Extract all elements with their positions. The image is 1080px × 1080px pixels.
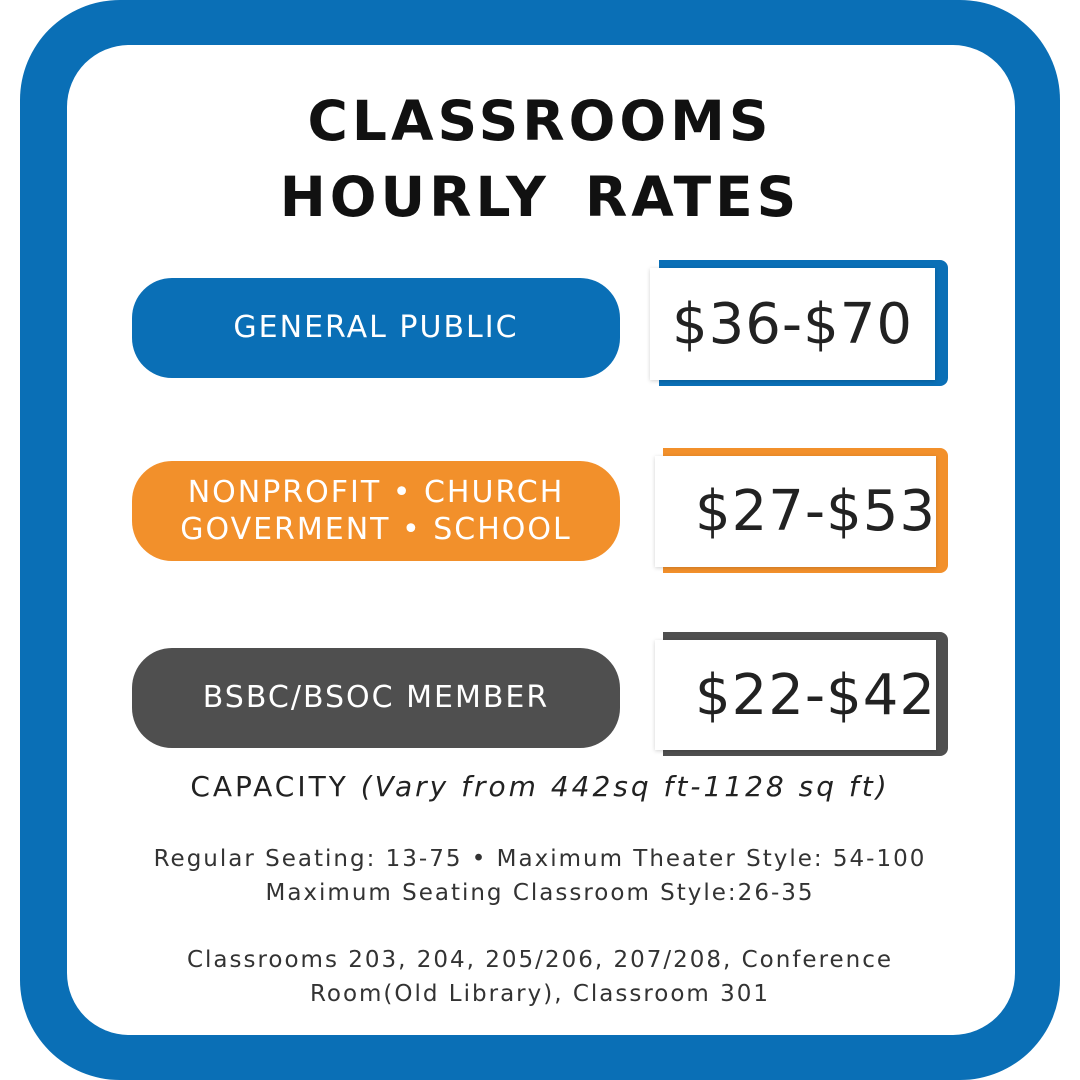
seating-info [0, 842, 1080, 910]
rate-label-member [132, 648, 620, 748]
rooms-line: Classrooms 203, 204, 205/206, 207/208, Conference [186, 947, 894, 973]
price-value: $36-$70 [650, 268, 935, 380]
seating-line: Regular Seating: 13-75 • Maximum Theater Style: 54-100 [153, 846, 927, 872]
rate-label-line: GOVERMENT • SCHOOL [180, 512, 572, 547]
rate-label-line: BSBC/BSOC MEMBER [202, 680, 550, 716]
page-title-line1: CLASSROOMS [307, 89, 773, 153]
capacity-label: CAPACITY [190, 770, 349, 803]
seating-line: Maximum Seating Classroom Style:26-35 [265, 880, 815, 906]
price-value: $22-$42 [655, 640, 936, 750]
capacity-note: (Vary from 442sq ft-1128 sq ft) [360, 770, 890, 803]
rooms-info [0, 943, 1080, 1011]
rate-label-nonprofit [132, 461, 620, 561]
page-title-line2: HOURLY RATES [279, 165, 801, 229]
capacity-line [0, 770, 1080, 803]
rate-label-line: GENERAL PUBLIC [233, 310, 519, 346]
rate-label-line: NONPROFIT • CHURCH [187, 474, 565, 510]
price-value: $27-$53 [655, 456, 936, 567]
rooms-line: Room(Old Library), Classroom 301 [309, 981, 771, 1007]
rate-label-general-public [132, 278, 620, 378]
